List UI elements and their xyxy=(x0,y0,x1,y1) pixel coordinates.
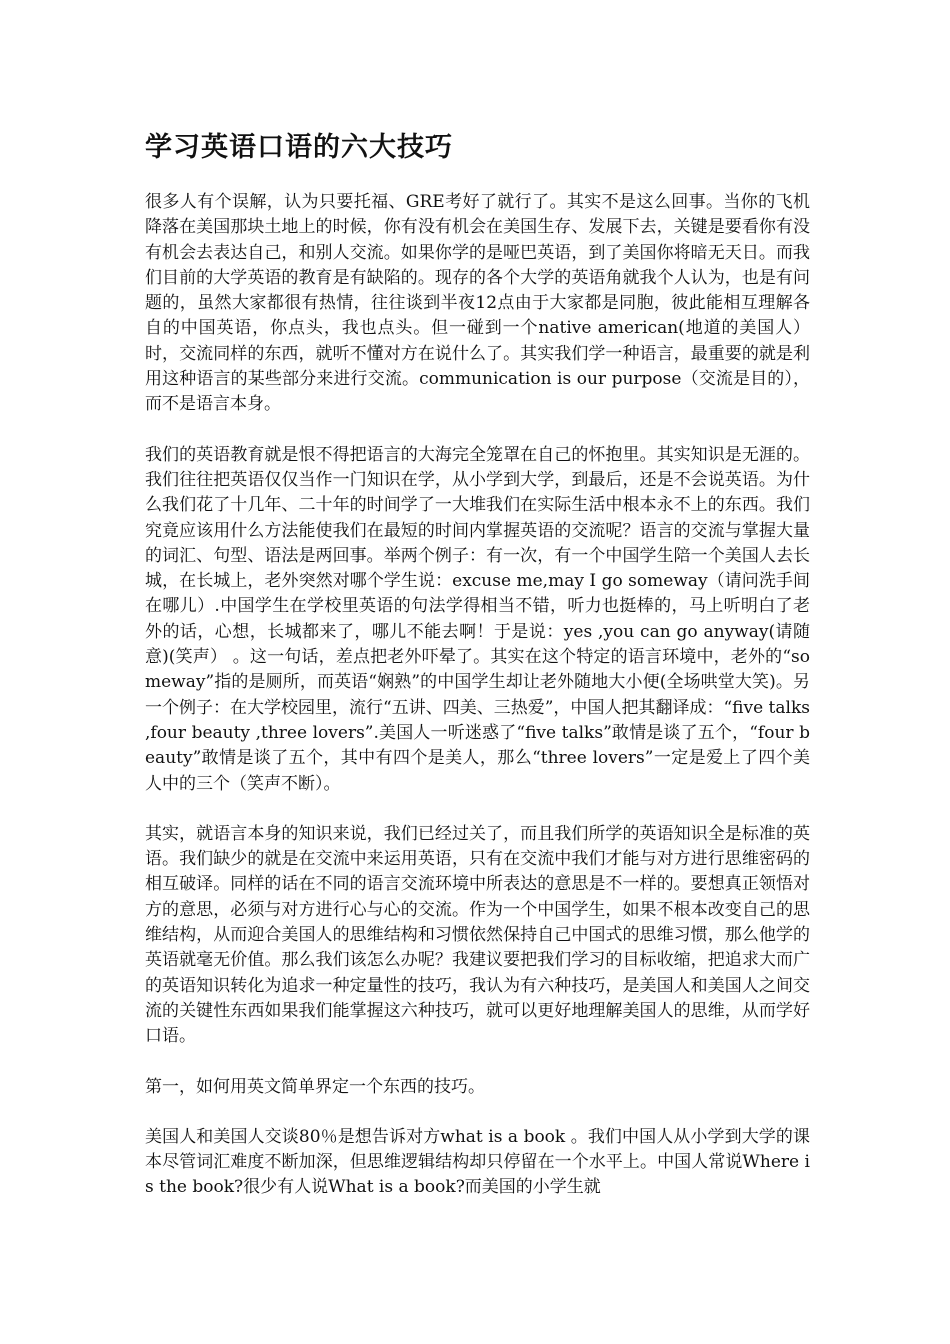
document-content xyxy=(145,128,810,1226)
paragraph-3: 其实，就语言本身的知识来说，我们已经过关了，而且我们所学的英语知识全是标准的英语。我们缺少的就是在交流中来运用英语，只有在交流中我们才能与对方进行思维密码的相互破译。同样的话在不同的语言交流环境中所表达的意思是不一样的。要想真正领悟对方的意思，必须与对方进行心与心的交流。作为一个中国学生，如果不根本改变自己的思维结构，从而迎合美国人的思维结构和习惯依然保持自己中国式的思维习惯，那么他学的英语就毫无价值。那么我们该怎么办呢？我建议要把我们学习的目标收缩，把追求大而广的英语知识转化为追求一种定量性的技巧，我认为有六种技巧，是美国人和美国人之间交流的关键性东西如果我们能掌握这六种技巧，就可以更好地理解美国人的思维，从而学好口语。 xyxy=(145,823,810,1047)
page-title: 学习英语口语的六大技巧 xyxy=(145,132,453,163)
paragraph-2: 我们的英语教育就是恨不得把语言的大海完全笼罩在自己的怀抱里。其实知识是无涯的。我们往往把英语仅仅当作一门知识在学，从小学到大学，到最后，还是不会说英语。为什么我们花了十几年、二十年的时间学了一大堆我们在实际生活中根本永不上的东西。我们究竟应该用什么方法能使我们在最短的时间内掌握英语的交流呢？语言的交流与掌握大量的词汇、句型、语法是两回事。举两个例子：有一次，有一个中国学生陪一个美国人去长城，在长城上，老外突然对哪个学生说：excuse me,may I go someway（请问洗手间在哪儿）.中国学生在学校里英语的句法学得相当不错，听力也挺棒的，马上听明白了老外的话，心想，长城都来了，哪儿不能去啊！于是说：yes ,you can go anyway(请随意)(笑声） 。这一句话，差点把老外吓晕了。其实在这个特定的语言环境中，老外的“someway”指的是厕所，而英语“娴熟”的中国学生却让老外随地大小便(全场哄堂大笑)。另一个例子：在大学校园里，流行“五讲、四美、三热爱”，中国人把其翻译成：“five talks ,four beauty ,three lovers”.美国人一听迷惑了“five talks”敢情是谈了五个，“four beauty”敢情是谈了五个，其中有四个是美人，那么“three lovers”一定是爱上了四个美人中的三个（笑声不断）。 xyxy=(145,444,810,794)
paragraph-1: 很多人有个误解，认为只要托福、GRE考好了就行了。其实不是这么回事。当你的飞机降落在美国那块土地上的时候，你有没有机会在美国生存、发展下去，关键是要看你有没有机会去表达自己，和别人交流。如果你学的是哑巴英语，到了美国你将暗无天日。而我们目前的大学英语的教育是有缺陷的。现存的各个大学的英语角就我个人认为，也是有问题的，虽然大家都很有热情，往往谈到半夜12点由于大家都是同胞，彼此能相互理解各自的中国英语，你点头，我也点头。但一碰到一个native american(地道的美国人）时，交流同样的东西，就听不懂对方在说什么了。其实我们学一种语言，最重要的就是利用这种语言的某些部分来进行交流。communication is our purpose（交流是目的），而不是语言本身。 xyxy=(145,192,810,415)
paragraph-4: 美国人和美国人交谈80％是想告诉对方what is a book 。我们中国人从小学到大学的课本尽管词汇难度不断加深，但思维逻辑结构却只停留在一个水平上。中国人常说Where is the book?很少有人说What is a book?而美国的小学生就 xyxy=(145,1126,810,1198)
section-heading-1: 第一，如何用英文简单界定一个东西的技巧。 xyxy=(145,1076,485,1097)
